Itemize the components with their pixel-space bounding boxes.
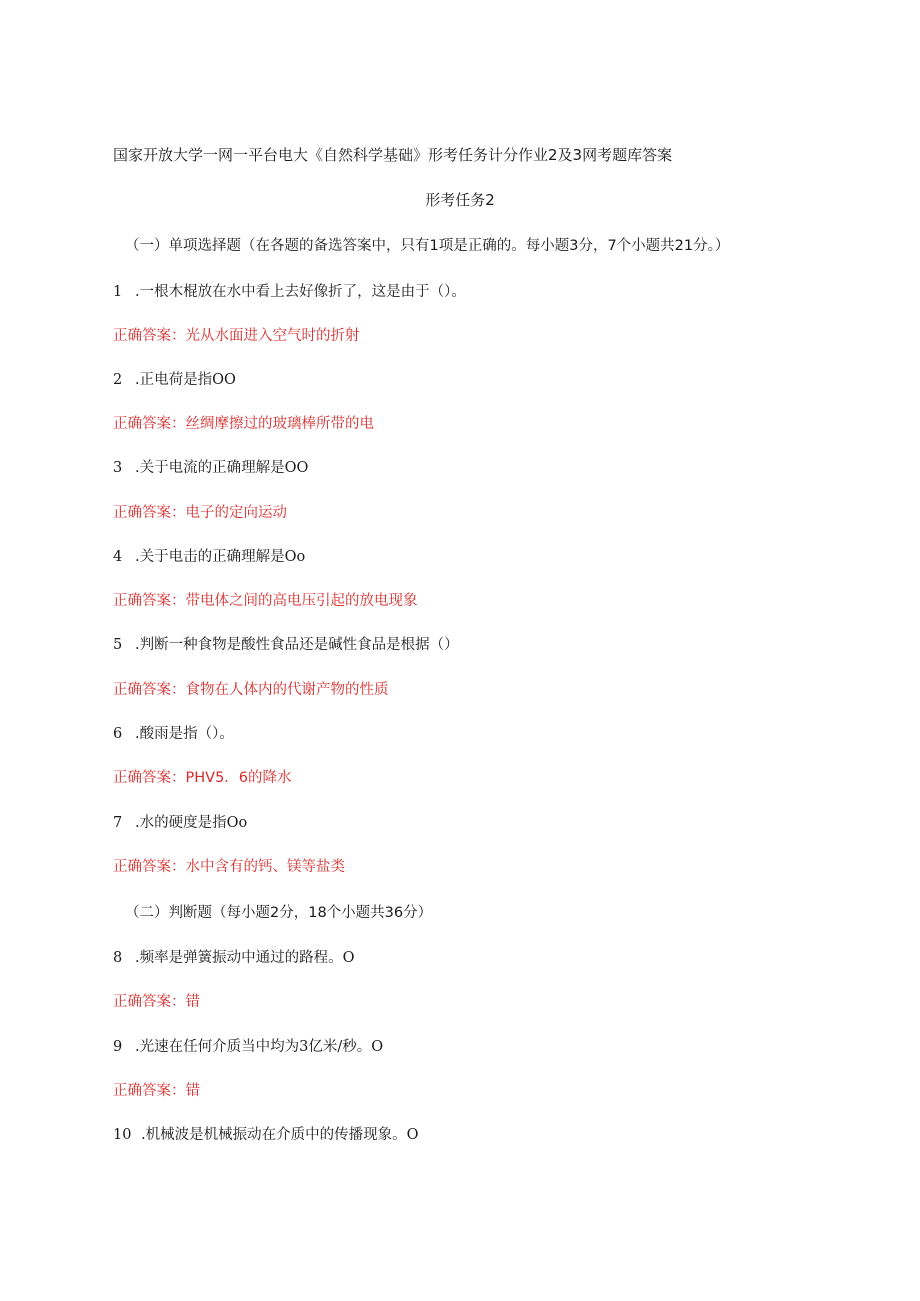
question-item: [113, 948, 355, 968]
question-text: .判断一种食物是酸性食品还是碱性食品是根据（）: [135, 637, 459, 653]
question-number: 9: [113, 1039, 123, 1055]
section-heading-true-false: （二）判断题（每小题2分，18个小题共36分）: [125, 905, 433, 921]
question-item: [113, 282, 466, 302]
answer-text: 正确答案：PHV5．6的降水: [113, 770, 292, 786]
question-text: .频率是弹簧振动中通过的路程。O: [135, 950, 355, 966]
question-item: [113, 1037, 383, 1057]
question-item: [113, 635, 459, 655]
section-heading-single-choice: （一）单项选择题（在各题的备选答案中，只有1项是正确的。每小题3分，7个小题共21分。）: [125, 238, 730, 254]
answer-text: 正确答案：错: [113, 1083, 200, 1099]
question-text: .光速在任何介质当中均为3亿米/秒。O: [135, 1039, 384, 1055]
question-number: 2: [113, 372, 123, 388]
answer-text: 正确答案：电子的定向运动: [113, 505, 287, 521]
document-subtitle: 形考任务2: [425, 191, 495, 209]
answer-text: 正确答案：丝绸摩擦过的玻璃棒所带的电: [113, 416, 374, 432]
question-text: .一根木棍放在水中看上去好像折了，这是由于（）。: [135, 284, 466, 300]
question-text: .水的硬度是指Oo: [135, 815, 248, 831]
question-item: [113, 370, 236, 390]
question-item: [113, 813, 247, 833]
question-number: 7: [113, 815, 123, 831]
question-text: .酸雨是指（）。: [135, 726, 234, 742]
question-number: 8: [113, 950, 123, 966]
question-number: 10: [113, 1127, 132, 1143]
question-number: 1: [113, 284, 123, 300]
answer-text: 正确答案：带电体之间的高电压引起的放电现象: [113, 593, 418, 609]
answer-text: 正确答案：错: [113, 994, 200, 1010]
question-item: [113, 458, 308, 478]
question-number: 3: [113, 460, 123, 476]
question-item: [113, 547, 305, 567]
answer-text: 正确答案：食物在人体内的代谢产物的性质: [113, 682, 389, 698]
question-text: .正电荷是指OO: [135, 372, 236, 388]
question-text: .关于电击的正确理解是Oo: [135, 549, 306, 565]
question-number: 6: [113, 726, 123, 742]
answer-text: 正确答案：光从水面进入空气时的折射: [113, 328, 360, 344]
question-number: 5: [113, 637, 123, 653]
question-text: .机械波是机械振动在介质中的传播现象。O: [141, 1127, 419, 1143]
document-title: 国家开放大学一网一平台电大《自然科学基础》形考任务计分作业2及3网考题库答案: [113, 146, 673, 164]
question-number: 4: [113, 549, 123, 565]
question-item: [113, 724, 234, 744]
question-item: [113, 1125, 419, 1145]
answer-text: 正确答案：水中含有的钙、镁等盐类: [113, 859, 345, 875]
question-text: .关于电流的正确理解是OO: [135, 460, 309, 476]
